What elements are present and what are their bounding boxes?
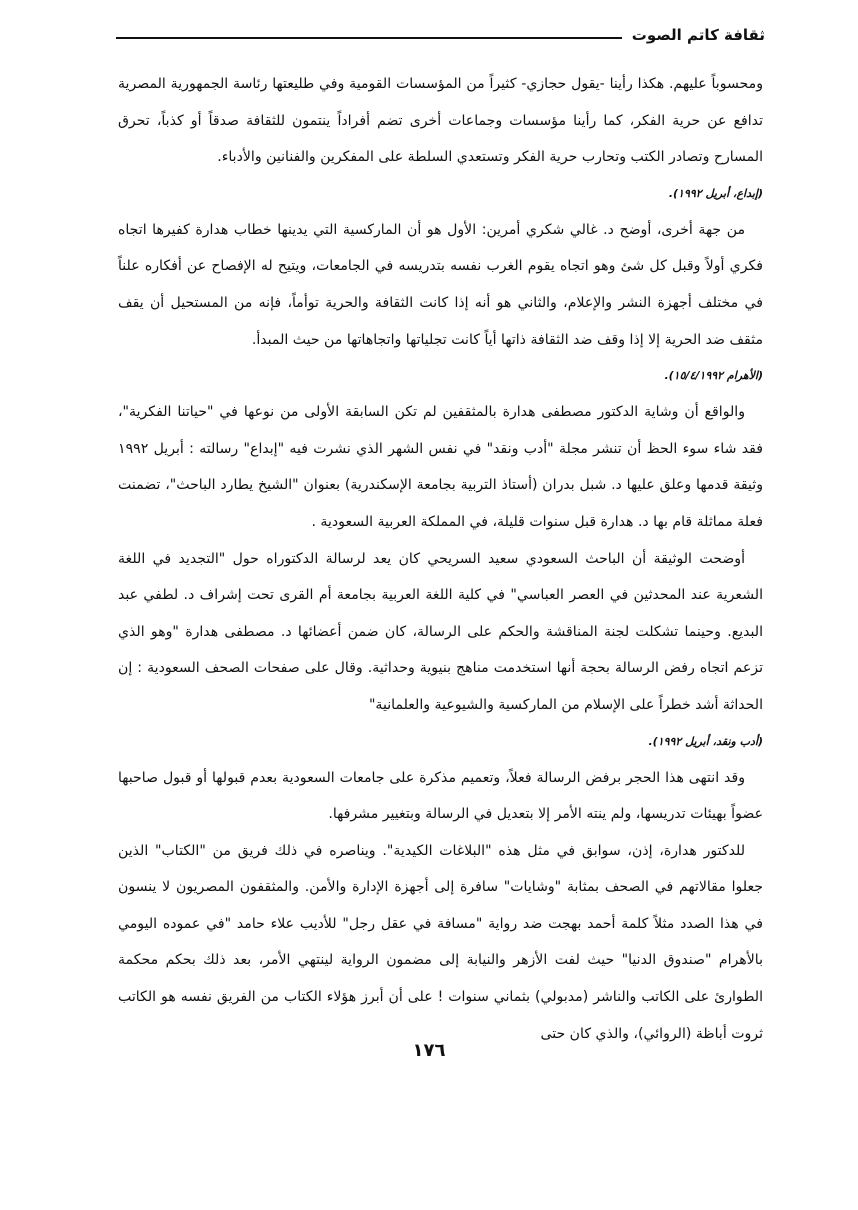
paragraph: أوضحت الوثيقة أن الباحث السعودي سعيد السريحي كان يعد لرسالة الدكتوراه حول "التجديد في اللغة الشعرية عند المحدثين في العصر العباسي" في كلية اللغة العربية بجامعة أم القرى تحت إشراف د. لطفي عبد البديع. وحينما تشكلت لجنة المناقشة والحكم على الرسالة، كان ضمن أعضائها د. مصطفى هدارة "وهو الذي تزعم اتجاه رفض الرسالة بحجة أنها استخدمت مناهج بنيوية وحداثية. وقال على صفحات الصحف السعودية : إن الحداثة أشد خطراً على الإسلام من الماركسية والشيوعية والعلمانية" (118, 550, 763, 713)
header-rule (116, 37, 622, 39)
paragraph: من جهة أخرى، أوضح د. غالي شكري أمرين: الأول هو أن الماركسية التي يدينها خطاب هدارة كفيرها اتجاه فكري أولاً وقبل كل شئ وهو اتجاه يقوم الغرب نفسه بتدريسه في الجامعات، ويتيح له الإفصاح عن أفكاره علناً في مختلف أجهزة النشر والإعلام، والثاني هو أنه إذا كانت الثقافة والحرية توأماً، فإنه من المستحيل أن يقف مثقف ضد الحرية إلا إذا وقف ضد الثقافة ذاتها أياً كانت تجلياتها واتجاهاتها من حيث المبدأ. (118, 221, 763, 348)
paragraph: ومحسوباً عليهم. هكذا رأينا -يقول حجازي- كثيراً من المؤسسات القومية وفي طليعتها رئاسة الجمهورية المصرية تدافع عن حرية الفكر، كما رأينا مؤسسات وجماعات أخرى تضم أفراداً ينتمون للثقافة صدقاً أو كذباً، تحرق المسارح وتصادر الكتب وتحارب حرية الفكر وتستعدي السلطة على المفكرين والفنانين والأدباء. (118, 76, 763, 166)
paragraph: وقد انتهى هذا الحجر برفض الرسالة فعلاً، وتعميم مذكرة على جامعات السعودية بعدم قبولها أو قبول صاحبها عضواً بهيئات تدريسها، ولم ينته الأمر إلا بتعديل في الرسالة وبتغيير مشرفها. (118, 769, 763, 823)
citation: (أدب ونقد، أبريل ١٩٩٢). (648, 734, 763, 748)
paragraph: والواقع أن وشاية الدكتور مصطفى هدارة بالمثقفين لم تكن السابقة الأولى من نوعها في "حياتنا الفكرية"، فقد شاء سوء الحظ أن تنشر مجلة "أدب ونقد" في نفس الشهر الذي نشرت فيه "إبداع" رسالته : أبريل ١٩٩٢ وثيقة قدمها وعلق عليها د. شبل بدران (أستاذ التربية بجامعة الإسكندرية) بعنوان "الشيخ يطارد الباحث"، تضمنت فعلة مماثلة قام بها د. هدارة قبل سنوات قليلة، في المملكة العربية السعودية . (118, 404, 763, 530)
citation: (الأهرام ١٥/٤/١٩٩٢). (664, 369, 763, 383)
page-number: ١٧٦ (412, 1040, 446, 1061)
running-title: ثقافة كاتم الصوت (631, 26, 765, 44)
body-text (118, 66, 763, 1052)
page-header (116, 22, 765, 48)
citation: (إبداع، أبريل ١٩٩٢). (668, 186, 763, 200)
paragraph: للدكتور هدارة، إذن، سوابق في مثل هذه "البلاغات الكيدية". ويناصره في ذلك فريق من "الكتاب" الذين جعلوا مقالاتهم في الصحف بمثابة "وشايات" سافرة إلى أجهزة الإدارة والأمن. والمثقفون المصريون لا ينسون في هذا الصدد مثلاً كلمة أحمد بهجت ضد رواية "مسافة في عقل رجل" للأديب علاء حامد "في عموده اليومي بالأهرام "صندوق الدنيا" حيث لفت الأزهر والنيابة إلى مضمون الرواية لينتهي الأمر، بعد ذلك بحكم محكمة الطوارئ على الكاتب والناشر (مدبولي) بثماني سنوات ! على أن أبرز هؤلاء الكتاب من الفريق نفسه هو الكاتب ثروت أباظة (الروائي)، والذي كان حتى (118, 842, 763, 1042)
